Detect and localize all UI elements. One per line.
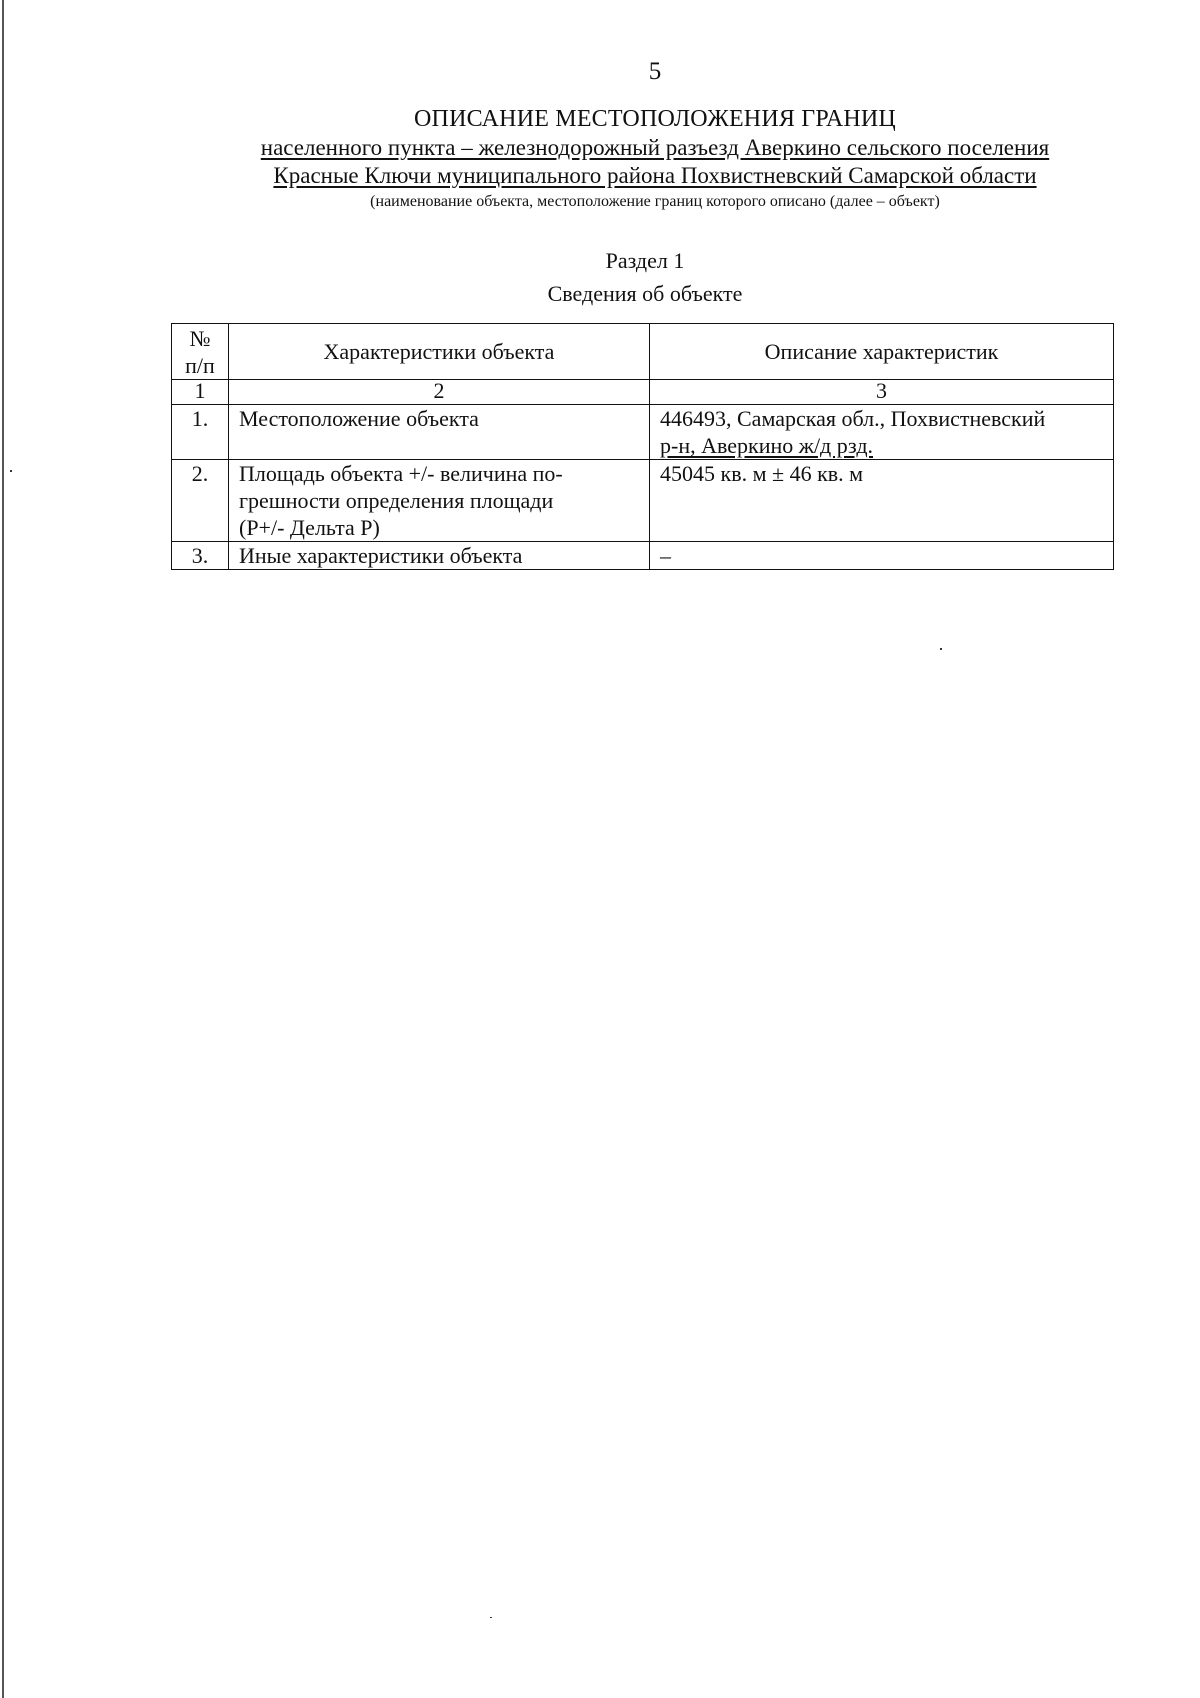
document-title: ОПИСАНИЕ МЕСТОПОЛОЖЕНИЯ ГРАНИЦ [414,106,896,132]
characteristic-line: Местоположение объекта [239,406,479,431]
column-number-1: 1 [172,380,229,405]
row-characteristic [229,405,650,460]
section-label: Раздел 1 [605,248,685,273]
characteristic-line: Иные характеристики объекта [239,543,523,568]
object-name-line-1: населенного пункта – железнодорожный разъезд Аверкино сельского поселения [260,135,1050,160]
page-number: 5 [648,58,662,85]
header-characteristics: Характеристики объекта [229,324,650,380]
table-row [172,405,1114,460]
section-heading [0,244,1200,310]
object-name-line-2: Красные Ключи муниципального района Похвистневский Самарской области [273,163,1037,188]
object-info-table [171,323,1114,570]
row-description [650,460,1114,542]
row-description [650,542,1114,570]
section-title: Сведения об объекте [547,281,743,306]
description-line: 45045 кв. м ± 46 кв. м [660,461,864,486]
column-number-2: 2 [229,380,650,405]
description-line: 446493, Самарская обл., Похвистневский [660,406,1046,431]
row-number: 1. [172,405,229,460]
scan-speck [940,648,942,650]
table-column-numbers-row [172,380,1114,405]
table-row [172,460,1114,542]
description-line: р-н, Аверкино ж/д рзд. [660,433,874,458]
header-num-symbol: № [189,325,211,351]
row-description [650,405,1114,460]
header-description: Описание характеристик [650,324,1114,380]
characteristic-line: грешности определения площади [239,488,554,513]
row-characteristic [229,542,650,570]
row-characteristic [229,460,650,542]
scan-speck [10,470,12,472]
header-num-abbrev: п/п [185,352,215,378]
characteristic-line: Площадь объекта +/- величина по- [239,461,563,486]
table-row [172,542,1114,570]
description-line: – [660,543,671,568]
row-number: 2. [172,460,229,542]
object-name-caption: (наименование объекта, местоположение границ которого описано (далее – объект) [370,193,940,210]
column-number-3: 3 [650,380,1114,405]
scan-speck [490,1617,492,1618]
table-header-row [172,324,1114,380]
characteristic-line: (Р+/- Дельта Р) [239,515,380,540]
row-number: 3. [172,542,229,570]
document-heading [0,104,1200,213]
header-num-cell [172,324,229,380]
